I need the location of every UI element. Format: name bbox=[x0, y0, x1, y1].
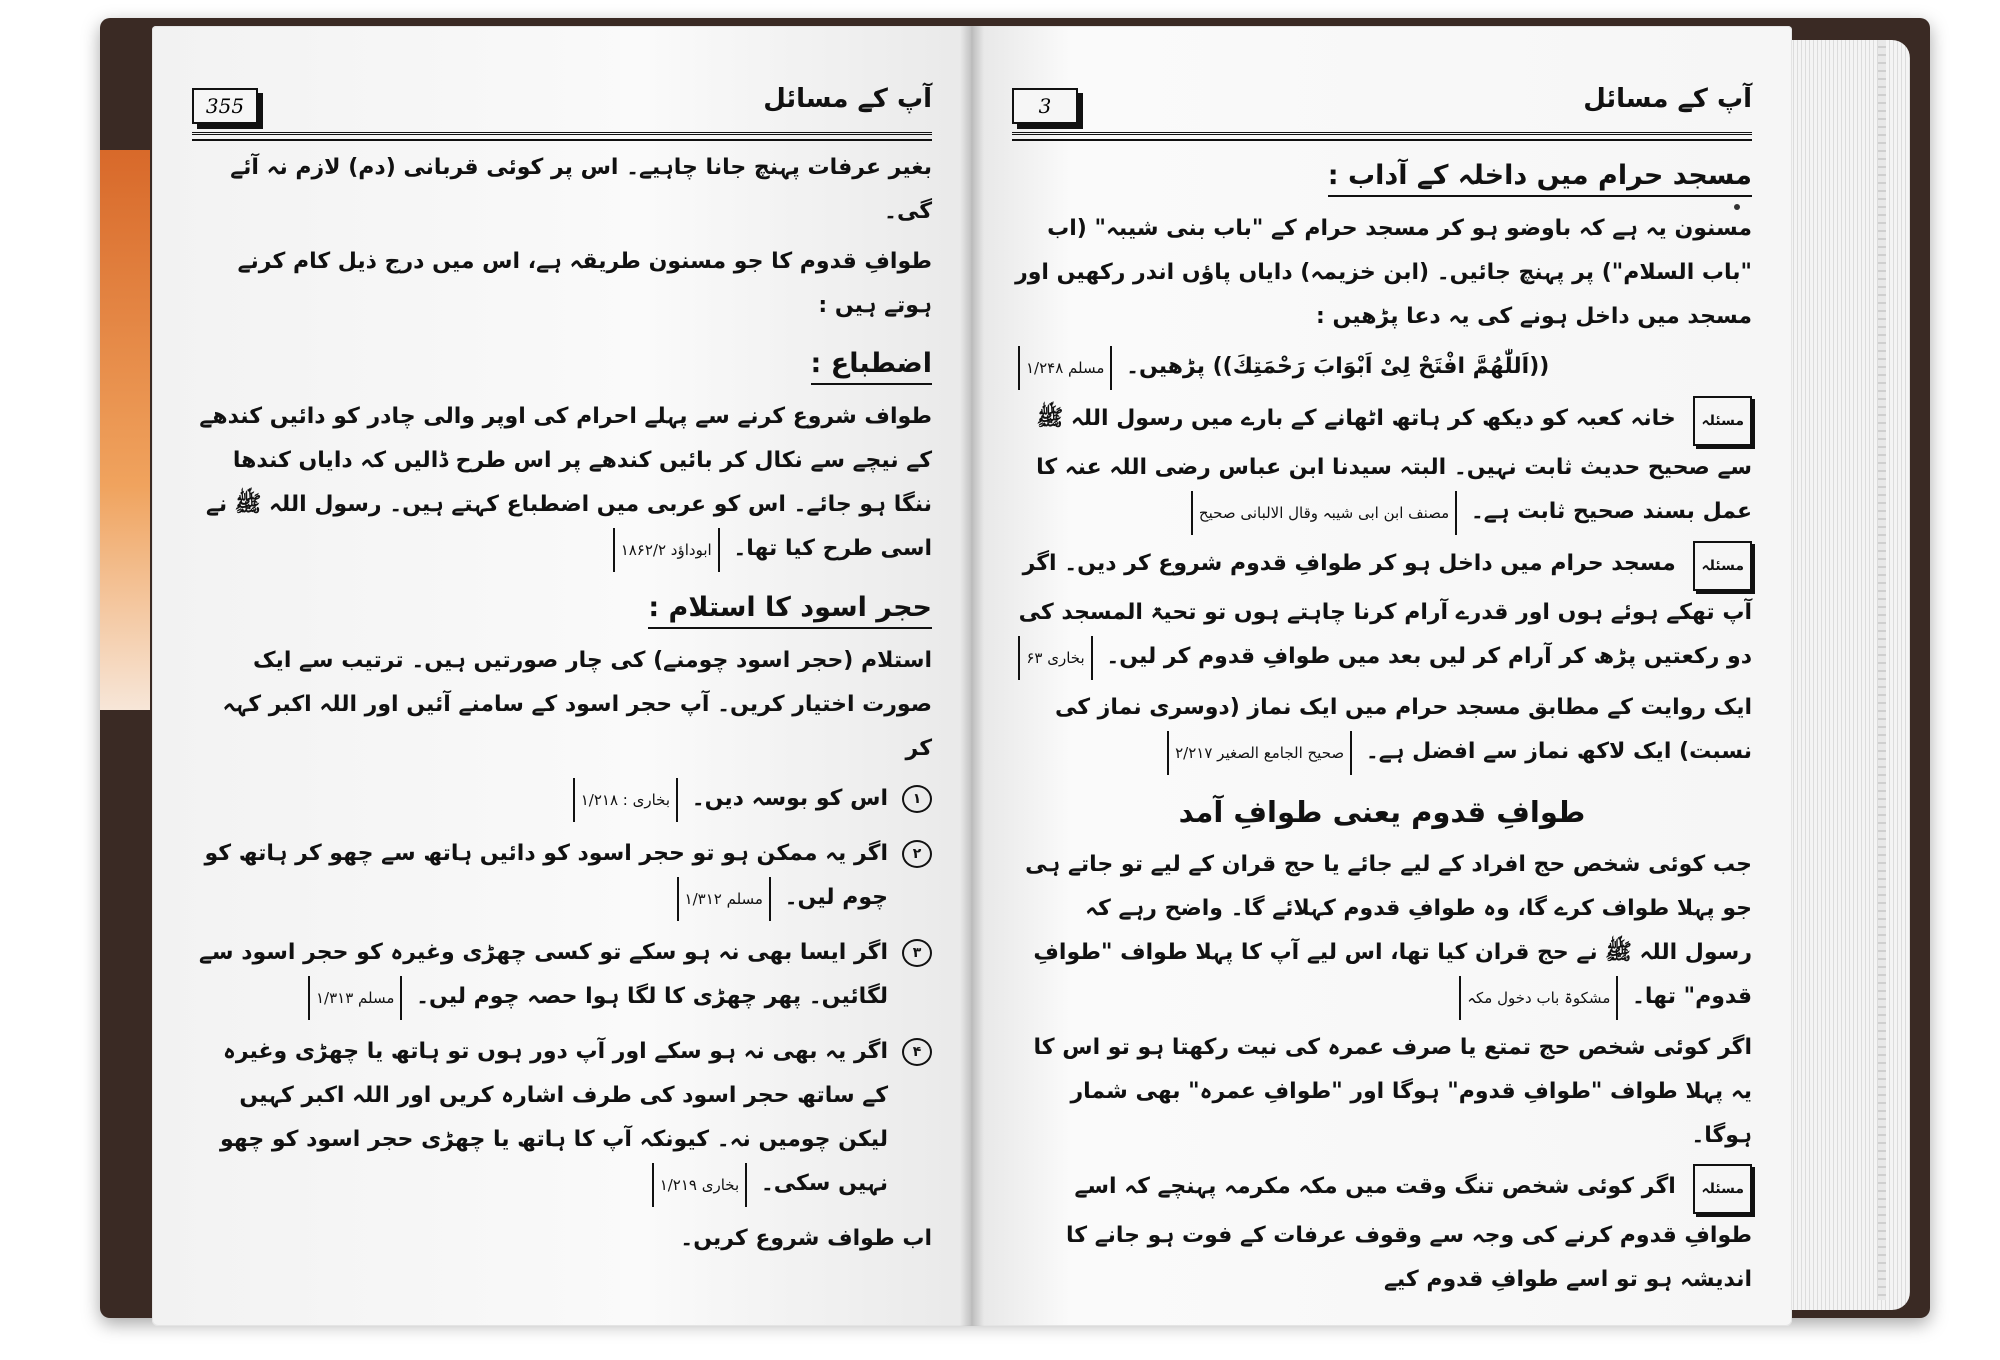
item-body: اگر یہ بھی نہ ہو سکے اور آپ دور ہوں تو ہاتھ یا چھڑی وغیرہ کے ساتھ حجر اسود کی طرف اشارہ کریں اور اللہ اکبر کہیں لیکن چومیں نہ۔ کیونکہ آپ کا ہاتھ یا چھڑی حجر اسود کو چھو نہیں سکی۔ bbox=[220, 1039, 888, 1196]
paragraph-text: اگر کوئی شخص تنگ وقت میں مکہ مکرمہ پہنچے کہ اسے طوافِ قدوم کرنے کی وجہ سے وقوف عرفات کے فوت ہو جانے کا اندیشہ ہو تو اسے طوافِ قدوم کیے bbox=[1066, 1174, 1752, 1292]
item-text bbox=[192, 832, 888, 921]
section-heading: اضطباع : bbox=[811, 348, 932, 385]
section-heading: حجر اسود کا استلام : bbox=[648, 592, 932, 629]
item-body: اگر ایسا بھی نہ ہو سکے تو کسی چھڑی وغیرہ کو حجر اسود سے لگائیں۔ پھر چھڑی کا لگا ہوا حصہ چوم لیں۔ bbox=[199, 940, 888, 1009]
paragraph-text: خانہ کعبہ کو دیکھ کر ہاتھ اٹھانے کے بارے میں رسول اللہ ﷺ سے صحیح حدیث ثابت نہیں۔ البتہ سیدنا ابن عباس رضی اللہ عنہ کا عمل بسند صحیح ثابت ہے۔ bbox=[1036, 406, 1752, 524]
section-heading: مسجد حرام میں داخلہ کے آداب : bbox=[1328, 160, 1752, 197]
dua-text: ((اَللّٰھُمَّ افْتَحْ لِیْ اَبْوَابَ رَحْمَتِكَ)) پڑھیں۔ bbox=[1126, 354, 1550, 379]
header-rule bbox=[192, 132, 932, 141]
page-edges bbox=[1790, 40, 1910, 1310]
paragraph: بغیر عرفات پہنچ جانا چاہیے۔ اس پر کوئی قربانی (دم) لازم نہ آئے گی۔ bbox=[230, 155, 932, 224]
paragraph: اگر کوئی شخص حج تمتع یا صرف عمرہ کی نیت رکھتا ہو تو اس کا یہ پہلا طواف "طوافِ قدوم" ہوگا اور "طوافِ عمرہ" بھی شمار ہوگا۔ bbox=[1033, 1035, 1752, 1148]
item-number: ۱ bbox=[902, 785, 932, 813]
item-text bbox=[192, 931, 888, 1020]
citation: مسلم ۱/۳۱۳ bbox=[308, 976, 402, 1020]
running-title: آپ کے مسائل bbox=[1583, 84, 1752, 114]
left-page-body bbox=[192, 146, 932, 1267]
dua-line bbox=[1012, 345, 1752, 390]
paragraph-text: مسجد حرام میں داخل ہو کر طوافِ قدوم شروع کر دیں۔ اگر آپ تھکے ہوئے ہوں اور قدرے آرام کرنا چاہتے ہوں تو تحیۃ المسجد کی دو رکعتیں پڑھ کر آرام کر لیں بعد میں طوافِ قدوم کر لیں۔ bbox=[1018, 551, 1752, 669]
list-item bbox=[192, 931, 932, 1026]
citation: بخاری ۱/۲۱۹ bbox=[652, 1163, 747, 1207]
item-number: ۴ bbox=[902, 1038, 932, 1066]
right-page-header bbox=[1012, 78, 1752, 138]
list-item bbox=[192, 777, 932, 828]
right-page bbox=[972, 26, 1792, 1326]
masla-paragraph bbox=[1012, 1164, 1752, 1302]
paragraph-text: طواف شروع کرنے سے پہلے احرام کی اوپر والی چادر کو دائیں کندھے کے نیچے سے نکال کر بائیں کندھے پر اس طرح ڈالیں کہ دایاں کندھا ننگا ہو جائے۔ اس کو عربی میں اضطباع کہتے ہیں۔ رسول اللہ ﷺ نے اسی طرح کیا تھا۔ bbox=[199, 404, 932, 561]
citation: مسلم ۱/۳۱۲ bbox=[677, 877, 771, 921]
header-rule bbox=[1012, 132, 1752, 141]
item-body: اس کو بوسہ دیں۔ bbox=[691, 786, 888, 811]
masla-label: مسئلہ bbox=[1693, 1164, 1752, 1214]
section-heading: طوافِ قدوم یعنی طوافِ آمد bbox=[1178, 795, 1586, 829]
heading-wrap bbox=[1012, 781, 1752, 843]
running-title: آپ کے مسائل bbox=[763, 84, 932, 114]
paragraph: استلام (حجر اسود چومنے) کی چار صورتیں ہیں۔ ترتیب سے ایک صورت اختیار کریں۔ آپ حجر اسود کے سامنے آئیں اور اللہ اکبر کہہ کر bbox=[222, 648, 932, 761]
bookmark-ribbon bbox=[1878, 40, 1886, 1300]
paragraph bbox=[1012, 843, 1752, 1020]
citation: بخاری : ۱/۲۱۸ bbox=[573, 778, 678, 822]
item-number: ۳ bbox=[902, 939, 932, 967]
item-text bbox=[567, 777, 888, 822]
paragraph-text: جب کوئی شخص حج افراد کے لیے جائے یا حج قران کے لیے تو جاتے ہی جو پہلا طواف کرے گا، وہ طوافِ قدوم کہلائے گا۔ واضح رہے کہ رسول اللہ ﷺ نے حج قران کیا تھا، اس لیے آپ کا پہلا طواف "طوافِ قدوم" تھا۔ bbox=[1025, 852, 1752, 1009]
paragraph bbox=[1012, 686, 1752, 775]
masla-label: مسئلہ bbox=[1693, 396, 1752, 446]
paragraph bbox=[192, 395, 932, 572]
paragraph-text: ایک روایت کے مطابق مسجد حرام میں ایک نماز (دوسری نماز کی نسبت) ایک لاکھ نماز سے افضل ہے۔ bbox=[1054, 695, 1752, 764]
item-text bbox=[192, 1030, 888, 1207]
page-number: 355 bbox=[192, 88, 258, 124]
book-gutter bbox=[960, 26, 984, 1326]
citation: بخاری ۶۳ bbox=[1018, 636, 1092, 680]
masla-paragraph bbox=[1012, 541, 1752, 680]
masla-label: مسئلہ bbox=[1693, 541, 1752, 591]
citation: مشکوۃ باب دخول مکہ bbox=[1459, 976, 1618, 1020]
citation: مسلم ۱/۲۴۸ bbox=[1018, 346, 1112, 390]
item-body: اگر یہ ممکن ہو تو حجر اسود کو دائیں ہاتھ سے چھو کر ہاتھ کو چوم لیں۔ bbox=[204, 841, 888, 910]
citation: صحیح الجامع الصغیر ۲/۲۱۷ bbox=[1167, 731, 1352, 775]
right-page-body bbox=[1012, 146, 1752, 1308]
item-number: ۲ bbox=[902, 840, 932, 868]
paragraph: مسنون یہ ہے کہ باوضو ہو کر مسجد حرام کے "باب بنی شیبہ" (اب "باب السلام") پر پہنچ جائیں۔ (ابن خزیمہ) دایاں پاؤں اندر رکھیں اور مسجد میں داخل ہونے کی یہ دعا پڑھیں : bbox=[1015, 216, 1752, 329]
citation: ابوداؤد ۱۸۶۲/۲ bbox=[613, 528, 720, 572]
paragraph: اب طواف شروع کریں۔ bbox=[680, 1226, 932, 1251]
list-item bbox=[192, 1030, 932, 1213]
list-item bbox=[192, 832, 932, 927]
masla-paragraph bbox=[1012, 396, 1752, 535]
citation: مصنف ابن ابی شیبہ وقال الالبانی صحیح bbox=[1191, 491, 1457, 535]
paragraph: طوافِ قدوم کا جو مسنون طریقہ ہے، اس میں درج ذیل کام کرنے ہوتے ہیں : bbox=[237, 249, 932, 318]
cover-decoration bbox=[100, 150, 150, 710]
left-page bbox=[152, 26, 972, 1326]
page-number: 3 bbox=[1012, 88, 1078, 124]
left-page-header bbox=[192, 78, 932, 138]
